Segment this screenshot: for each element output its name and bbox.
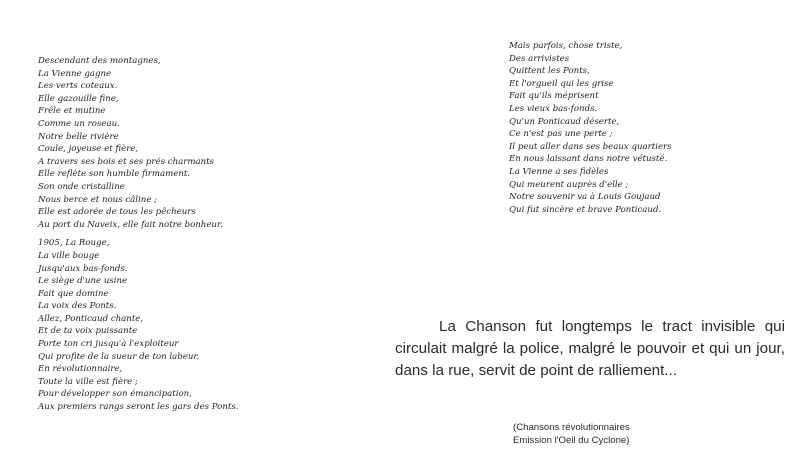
poem-line: Comme un roseau. xyxy=(38,118,120,129)
poem-line: Le siège d'une usine xyxy=(38,276,128,287)
poem-line: 1905, La Rouge, xyxy=(38,238,110,249)
poem-line: En révolutionnaire, xyxy=(38,364,123,375)
poem-line: Les verts coteaux. xyxy=(38,81,118,92)
poem-stanza-1 xyxy=(38,55,238,231)
poem-line: La Vienne gagne xyxy=(38,68,112,79)
poem-line: Nous berce et nous câline ; xyxy=(38,194,158,205)
poem-line: Porte ton cri jusqu'à l'exploiteur xyxy=(38,339,179,350)
poem-line: Et de ta voix puissante xyxy=(38,326,138,337)
poem-line: A travers ses bois et ses prés charmants xyxy=(38,156,215,167)
poem-line: Au port du Naveix, elle fait notre bonheur. xyxy=(38,219,223,230)
poem-stanza-3 xyxy=(509,40,672,216)
poem-line: Coule, joyeuse et fière, xyxy=(38,144,139,155)
poem-line: Fait que domine xyxy=(38,288,109,299)
poem-line: Les vieux bas-fonds. xyxy=(509,103,598,114)
poem-line: Elle gazouille fine, xyxy=(38,93,119,104)
poem-line: Qu'un Ponticaud déserte, xyxy=(509,116,620,127)
poem-line: Jusqu'aux bas-fonds. xyxy=(38,263,128,274)
prose-paragraph: La Chanson fut longtemps le tract invisible qui circulait malgré la police, malgré le pouvoir et qui un jour, dans la rue, servit de point de ralliement... xyxy=(395,318,785,379)
poem-stanza-2 xyxy=(38,237,238,413)
poem-line: Quittent les Ponts, xyxy=(509,66,590,77)
poem-line: Et l'orgueil qui les grise xyxy=(509,78,614,89)
poem-line: Qui meurent auprès d'elle ; xyxy=(509,179,629,190)
poem-line: Allez, Ponticaud chante, xyxy=(38,313,144,324)
poem-line: La Vienne a ses fidèles xyxy=(509,166,609,177)
poem-line: Aux premiers rangs seront les gars des Ponts. xyxy=(38,402,239,413)
poem-line: La ville bouge xyxy=(38,250,100,261)
poem-line: Mais parfois, chose triste, xyxy=(509,41,623,51)
poem-line: Elle est adorée de tous les pêcheurs xyxy=(38,207,196,218)
poem-right-column xyxy=(509,40,672,216)
poem-line: Notre souvenir va à Louis Goujaud xyxy=(509,192,661,203)
poem-line: Fait qu'ils méprisent xyxy=(509,91,599,102)
poem-line: Toute la ville est fière ; xyxy=(38,376,138,387)
poem-line: Descendant des montagnes, xyxy=(38,56,161,66)
poem-line: Pour développer son émancipation, xyxy=(38,389,192,400)
poem-line: Ce n'est pas une perte ; xyxy=(509,129,613,140)
poem-line: En nous laissant dans notre vétusté. xyxy=(509,154,668,165)
poem-line: Il peut aller dans ses beaux quartiers xyxy=(509,141,672,152)
poem-line: Notre belle rivière xyxy=(38,131,119,142)
poem-line: Elle reflète son humble firmament. xyxy=(38,169,191,180)
poem-line: Des arrivistes xyxy=(509,53,570,64)
poem-left-column xyxy=(38,55,238,414)
poem-line: Son onde cristalline xyxy=(38,181,125,192)
source-credit xyxy=(513,421,630,447)
poem-line: Qui profite de la sueur de ton labeur. xyxy=(38,351,200,362)
credit-line: (Chansons révolutionnaires xyxy=(513,422,630,433)
poem-line: Frêle et mutine xyxy=(38,106,106,117)
poem-line: Qui fut sincère et brave Ponticaud. xyxy=(509,204,662,215)
poem-line: La voix des Ponts. xyxy=(38,301,117,312)
credit-line: Emission l'Oeil du Cyclone) xyxy=(513,435,630,446)
